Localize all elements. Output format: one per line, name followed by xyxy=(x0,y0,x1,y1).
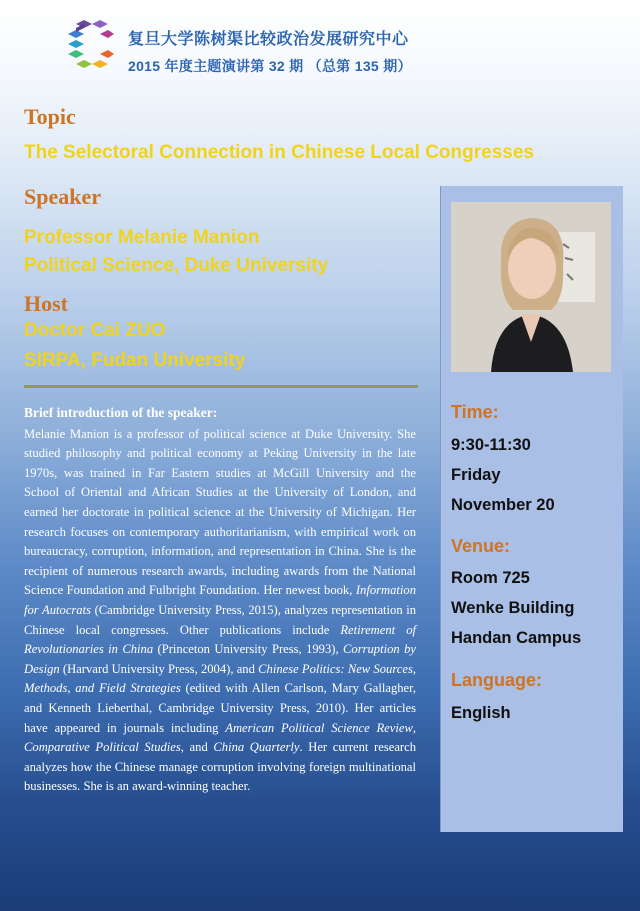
host-label: Host xyxy=(24,291,68,316)
time-date: November 20 xyxy=(451,496,555,514)
bio-text-6: , xyxy=(412,720,416,735)
bio-book-2: Retirement of Revolutionaries in China xyxy=(24,622,416,657)
bio-text-7: , and xyxy=(180,740,214,755)
host-name: Doctor Cai ZUO xyxy=(24,320,166,341)
venue-room: Room 725 xyxy=(451,569,530,587)
speaker-bio xyxy=(24,403,416,797)
bio-book-1: Information for Autocrats xyxy=(24,583,416,617)
event-info-panel xyxy=(440,186,623,832)
bio-journal-3: China Quarterly xyxy=(213,740,300,755)
bio-text-1: Melanie Manion is a professor of political science at Duke University. She studied philosophy and political economy at Peking University in the late 1970s, was trained in Far Eastern studies at McGill University and the School of Oriental and African Studies at the University of London, and earned her doctorate in political science at the University of Michigan. Her research focuses on contemporary authoritarianism, with empirical work on bureaucracy, corruption, information, and representation in China. She is the recipient of numerous research awards, including awards from the National Science Foundation and Fulbright Foundation. Her newest book, xyxy=(24,426,416,598)
time-hours: 9:30-11:30 xyxy=(451,436,531,454)
language-value: English xyxy=(451,704,511,722)
bio-text-5: (edited with Allen Carlson, Mary Gallagher, and Kenneth Lieberthal, Cambridge University Press, 2010). Her articles have appeared in journals including xyxy=(24,681,416,735)
bio-paragraph xyxy=(24,425,416,797)
fudan-center-logo xyxy=(68,20,114,70)
time-details xyxy=(451,430,555,520)
speaker-block xyxy=(24,224,328,280)
venue-campus: Handan Campus xyxy=(451,629,582,647)
speaker-label: Speaker xyxy=(24,184,101,209)
center-name: 复旦大学陈树渠比较政治发展研究中心 xyxy=(128,31,409,48)
bio-heading: Brief introduction of the speaker: xyxy=(24,405,218,420)
bio-book-3: Corruption by Design xyxy=(24,642,416,676)
venue-building: Wenke Building xyxy=(451,599,575,617)
speaker-affiliation: Political Science, Duke University xyxy=(24,255,329,276)
bio-text-3: (Princeton University Press, 1993), xyxy=(153,642,344,657)
time-day: Friday xyxy=(451,466,501,484)
speaker-name: Professor Melanie Manion xyxy=(24,227,260,248)
topic-title: The Selectoral Connection in Chinese Local Congresses xyxy=(24,142,534,163)
section-divider xyxy=(24,385,418,388)
host-block xyxy=(24,316,245,376)
topic-label: Topic xyxy=(24,104,76,129)
language-label: Language: xyxy=(451,670,543,690)
bio-book-4: Chinese Politics: New Sources, Methods, and Field Strategies xyxy=(24,661,416,696)
speaker-photo xyxy=(451,202,611,372)
bio-text-8: . Her current research analyzes how the Chinese manage corruption involving foreign multinational businesses. She is an award-winning teacher. xyxy=(24,740,416,794)
venue-label: Venue: xyxy=(451,536,511,556)
bio-journal-1: American Political Science Review xyxy=(225,720,413,735)
time-label: Time: xyxy=(451,402,499,422)
venue-details xyxy=(451,563,581,653)
bio-journal-2: Comparative Political Studies xyxy=(24,740,181,755)
host-affiliation: SIRPA, Fudan University xyxy=(24,350,246,371)
lecture-series-number: 2015 年度主题演讲第 32 期 （总第 135 期） xyxy=(128,58,412,74)
bio-text-4: (Harvard University Press, 2004), and xyxy=(59,661,259,676)
speaker-portrait-image xyxy=(451,202,611,372)
bio-text-2: (Cambridge University Press, 2015), analyzes representation in Chinese local congresses. Other publications include xyxy=(24,602,417,637)
